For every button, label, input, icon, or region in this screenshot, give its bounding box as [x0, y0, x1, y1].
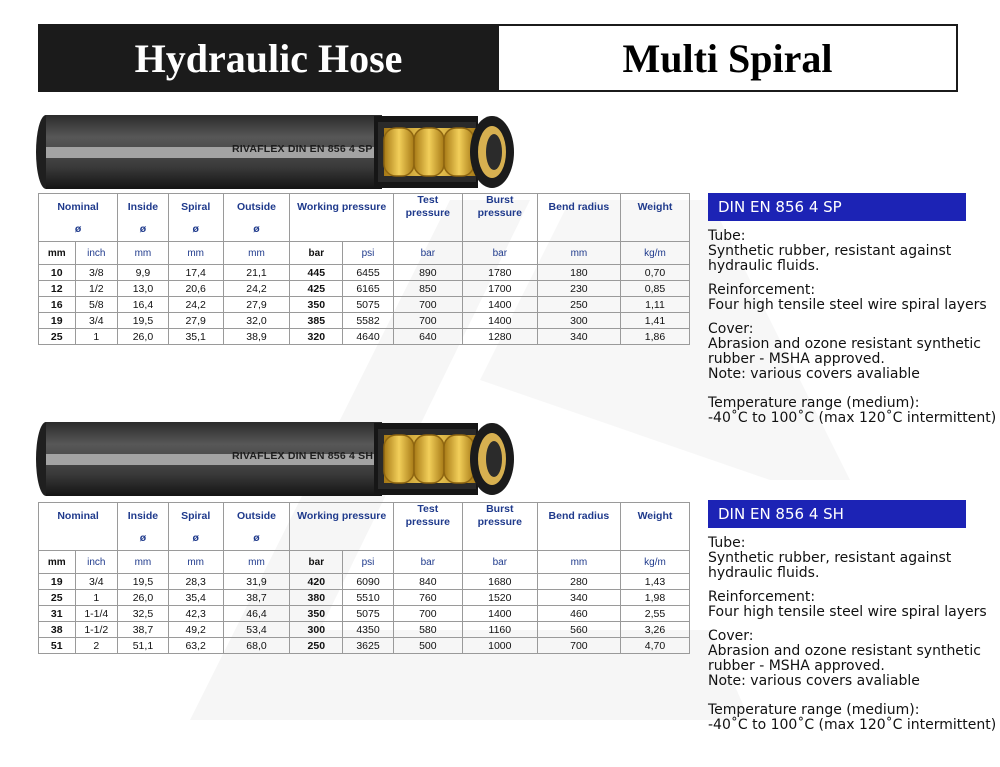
- unit-bar: bar: [462, 242, 537, 265]
- cell-inside: 38,7: [118, 622, 169, 638]
- cell-burst: 1280: [462, 329, 537, 345]
- cell-test: 700: [393, 606, 462, 622]
- col-bend-radius: Bend radius: [537, 194, 620, 242]
- cell-mm: 16: [39, 297, 76, 313]
- cell-inch: 3/4: [75, 313, 118, 329]
- cell-weight: 1,86: [620, 329, 689, 345]
- cell-wp-bar: 320: [290, 329, 343, 345]
- table-row: [39, 622, 690, 638]
- cell-inside: 9,9: [118, 265, 169, 281]
- cell-test: 640: [393, 329, 462, 345]
- cell-bend: 280: [537, 574, 620, 590]
- cell-bend: 340: [537, 590, 620, 606]
- table-row: [39, 590, 690, 606]
- product-badge: DIN EN 856 4 SH: [708, 500, 966, 528]
- cell-bend: 230: [537, 281, 620, 297]
- reinforcement-title: Reinforcement:: [708, 589, 816, 605]
- cell-spiral: 42,3: [168, 606, 223, 622]
- unit-inch: inch: [75, 551, 118, 574]
- unit-kgm: kg/m: [620, 551, 689, 574]
- col-test-pressure: Test pressure: [393, 503, 462, 551]
- cell-inch: 3/8: [75, 265, 118, 281]
- cell-inside: 19,5: [118, 313, 169, 329]
- cell-inside: 19,5: [118, 574, 169, 590]
- product-info-sp: [708, 193, 998, 426]
- col-inside: Inside ø: [118, 194, 169, 242]
- cell-wp-bar: 350: [290, 606, 343, 622]
- cell-inch: 1: [75, 329, 118, 345]
- cell-wp-psi: 5510: [343, 590, 394, 606]
- cell-burst: 1700: [462, 281, 537, 297]
- cell-outside: 38,9: [223, 329, 290, 345]
- table-row: [39, 297, 690, 313]
- tube-title: Tube:: [708, 535, 746, 551]
- col-burst-pressure: Burst pressure: [462, 503, 537, 551]
- tube-title: Tube:: [708, 228, 746, 244]
- col-outside: Outside ø: [223, 503, 290, 551]
- cell-wp-psi: 6165: [343, 281, 394, 297]
- cell-mm: 31: [39, 606, 76, 622]
- cell-outside: 46,4: [223, 606, 290, 622]
- col-spiral: Spiral ø: [168, 503, 223, 551]
- cell-burst: 1160: [462, 622, 537, 638]
- cell-wp-psi: 5582: [343, 313, 394, 329]
- cover-title: Cover:: [708, 628, 754, 644]
- tube-text: Synthetic rubber, resistant against hydraulic fluids.: [708, 550, 952, 581]
- cell-test: 700: [393, 313, 462, 329]
- cell-inside: 51,1: [118, 638, 169, 654]
- cell-spiral: 24,2: [168, 297, 223, 313]
- col-working-pressure: Working pressure: [290, 503, 393, 551]
- unit-mm: mm: [118, 242, 169, 265]
- cell-mm: 51: [39, 638, 76, 654]
- cell-inch: 5/8: [75, 297, 118, 313]
- cell-test: 700: [393, 297, 462, 313]
- cell-spiral: 63,2: [168, 638, 223, 654]
- cell-wp-bar: 445: [290, 265, 343, 281]
- cell-outside: 38,7: [223, 590, 290, 606]
- cell-wp-psi: 5075: [343, 297, 394, 313]
- unit-mm: mm: [118, 551, 169, 574]
- cell-mm: 10: [39, 265, 76, 281]
- cell-inside: 13,0: [118, 281, 169, 297]
- unit-bar: bar: [462, 551, 537, 574]
- cell-bend: 460: [537, 606, 620, 622]
- cell-wp-psi: 4350: [343, 622, 394, 638]
- cell-mm: 25: [39, 590, 76, 606]
- cell-wp-bar: 385: [290, 313, 343, 329]
- col-nominal: Nominal: [39, 503, 118, 551]
- cell-inch: 3/4: [75, 574, 118, 590]
- unit-psi: psi: [343, 242, 394, 265]
- col-inside: Inside ø: [118, 503, 169, 551]
- unit-mm: mm: [537, 242, 620, 265]
- unit-inch: inch: [75, 242, 118, 265]
- cell-outside: 21,1: [223, 265, 290, 281]
- cell-burst: 1520: [462, 590, 537, 606]
- cell-spiral: 17,4: [168, 265, 223, 281]
- table-row: [39, 265, 690, 281]
- cell-test: 890: [393, 265, 462, 281]
- cell-bend: 250: [537, 297, 620, 313]
- col-weight: Weight: [620, 503, 689, 551]
- cell-wp-psi: 5075: [343, 606, 394, 622]
- cell-inch: 1/2: [75, 281, 118, 297]
- cell-burst: 1680: [462, 574, 537, 590]
- hose-image-sh: [34, 421, 518, 497]
- cell-wp-psi: 6090: [343, 574, 394, 590]
- table-row: [39, 606, 690, 622]
- cell-outside: 24,2: [223, 281, 290, 297]
- cell-test: 580: [393, 622, 462, 638]
- cell-outside: 31,9: [223, 574, 290, 590]
- cell-burst: 1780: [462, 265, 537, 281]
- cell-wp-bar: 380: [290, 590, 343, 606]
- table-row: [39, 574, 690, 590]
- unit-bar: bar: [290, 242, 343, 265]
- cell-inside: 26,0: [118, 329, 169, 345]
- cell-weight: 1,41: [620, 313, 689, 329]
- table-row: [39, 313, 690, 329]
- cell-weight: 1,11: [620, 297, 689, 313]
- cell-bend: 700: [537, 638, 620, 654]
- col-weight: Weight: [620, 194, 689, 242]
- cell-bend: 560: [537, 622, 620, 638]
- col-test-pressure: Test pressure: [393, 194, 462, 242]
- temperature-text: -40˚C to 100˚C (max 120˚C intermittent): [708, 410, 997, 426]
- cell-burst: 1400: [462, 297, 537, 313]
- cell-wp-psi: 4640: [343, 329, 394, 345]
- cell-mm: 25: [39, 329, 76, 345]
- cell-wp-psi: 3625: [343, 638, 394, 654]
- cover-title: Cover:: [708, 321, 754, 337]
- cell-spiral: 28,3: [168, 574, 223, 590]
- hose-label: RIVAFLEX DIN EN 856 4 SH: [232, 450, 374, 462]
- reinforcement-text: Four high tensile steel wire spiral layers: [708, 297, 987, 313]
- spec-table-sp: [38, 193, 690, 345]
- cell-outside: 32,0: [223, 313, 290, 329]
- product-badge: DIN EN 856 4 SP: [708, 193, 966, 221]
- table-row: [39, 638, 690, 654]
- cell-spiral: 35,4: [168, 590, 223, 606]
- cell-wp-psi: 6455: [343, 265, 394, 281]
- cell-bend: 180: [537, 265, 620, 281]
- cell-test: 840: [393, 574, 462, 590]
- cell-wp-bar: 425: [290, 281, 343, 297]
- col-burst-pressure: Burst pressure: [462, 194, 537, 242]
- cell-weight: 1,98: [620, 590, 689, 606]
- col-spiral: Spiral ø: [168, 194, 223, 242]
- hose-label: RIVAFLEX DIN EN 856 4 SP: [232, 143, 373, 155]
- cell-burst: 1400: [462, 313, 537, 329]
- col-nominal: Nominal ø: [39, 194, 118, 242]
- cell-spiral: 27,9: [168, 313, 223, 329]
- temperature-title: Temperature range (medium):: [708, 702, 920, 718]
- col-working-pressure: Working pressure: [290, 194, 393, 242]
- unit-mm: mm: [223, 551, 290, 574]
- product-info-sh: [708, 500, 998, 733]
- cell-spiral: 35,1: [168, 329, 223, 345]
- unit-mm: mm: [223, 242, 290, 265]
- cell-weight: 2,55: [620, 606, 689, 622]
- header-title-left: Hydraulic Hose: [38, 24, 499, 92]
- reinforcement-text: Four high tensile steel wire spiral layers: [708, 604, 987, 620]
- cell-burst: 1400: [462, 606, 537, 622]
- cell-wp-bar: 300: [290, 622, 343, 638]
- cell-weight: 3,26: [620, 622, 689, 638]
- temperature-title: Temperature range (medium):: [708, 395, 920, 411]
- cell-test: 760: [393, 590, 462, 606]
- cell-mm: 19: [39, 574, 76, 590]
- col-outside: Outside ø: [223, 194, 290, 242]
- unit-mm: mm: [39, 551, 76, 574]
- cell-mm: 19: [39, 313, 76, 329]
- unit-bar: bar: [393, 551, 462, 574]
- cell-outside: 68,0: [223, 638, 290, 654]
- cell-burst: 1000: [462, 638, 537, 654]
- cell-test: 850: [393, 281, 462, 297]
- col-bend-radius: Bend radius: [537, 503, 620, 551]
- cover-text: Abrasion and ozone resistant synthetic rubber - MSHA approved. Note: various covers avaliable: [708, 643, 981, 689]
- cell-inch: 1: [75, 590, 118, 606]
- temperature-text: -40˚C to 100˚C (max 120˚C intermittent): [708, 717, 997, 733]
- cell-test: 500: [393, 638, 462, 654]
- unit-mm: mm: [168, 242, 223, 265]
- hose-image-sp: [34, 114, 518, 190]
- cover-text: Abrasion and ozone resistant synthetic rubber - MSHA approved. Note: various covers avaliable: [708, 336, 981, 382]
- cell-bend: 340: [537, 329, 620, 345]
- unit-mm: mm: [39, 242, 76, 265]
- cell-weight: 4,70: [620, 638, 689, 654]
- cell-inside: 16,4: [118, 297, 169, 313]
- unit-mm: mm: [537, 551, 620, 574]
- cell-outside: 53,4: [223, 622, 290, 638]
- cell-wp-bar: 250: [290, 638, 343, 654]
- reinforcement-title: Reinforcement:: [708, 282, 816, 298]
- unit-bar: bar: [290, 551, 343, 574]
- unit-kgm: kg/m: [620, 242, 689, 265]
- spec-table-sh: [38, 502, 690, 654]
- cell-outside: 27,9: [223, 297, 290, 313]
- cell-weight: 0,85: [620, 281, 689, 297]
- cell-spiral: 49,2: [168, 622, 223, 638]
- cell-weight: 1,43: [620, 574, 689, 590]
- cell-mm: 12: [39, 281, 76, 297]
- unit-psi: psi: [343, 551, 394, 574]
- cell-weight: 0,70: [620, 265, 689, 281]
- cell-wp-bar: 350: [290, 297, 343, 313]
- unit-mm: mm: [168, 551, 223, 574]
- table-row: [39, 281, 690, 297]
- unit-bar: bar: [393, 242, 462, 265]
- cell-inside: 26,0: [118, 590, 169, 606]
- table-row: [39, 329, 690, 345]
- cell-inch: 2: [75, 638, 118, 654]
- cell-spiral: 20,6: [168, 281, 223, 297]
- cell-wp-bar: 420: [290, 574, 343, 590]
- cell-inch: 1-1/2: [75, 622, 118, 638]
- tube-text: Synthetic rubber, resistant against hydraulic fluids.: [708, 243, 952, 274]
- cell-bend: 300: [537, 313, 620, 329]
- cell-inch: 1-1/4: [75, 606, 118, 622]
- cell-inside: 32,5: [118, 606, 169, 622]
- header-title-right: Multi Spiral: [499, 24, 958, 92]
- cell-mm: 38: [39, 622, 76, 638]
